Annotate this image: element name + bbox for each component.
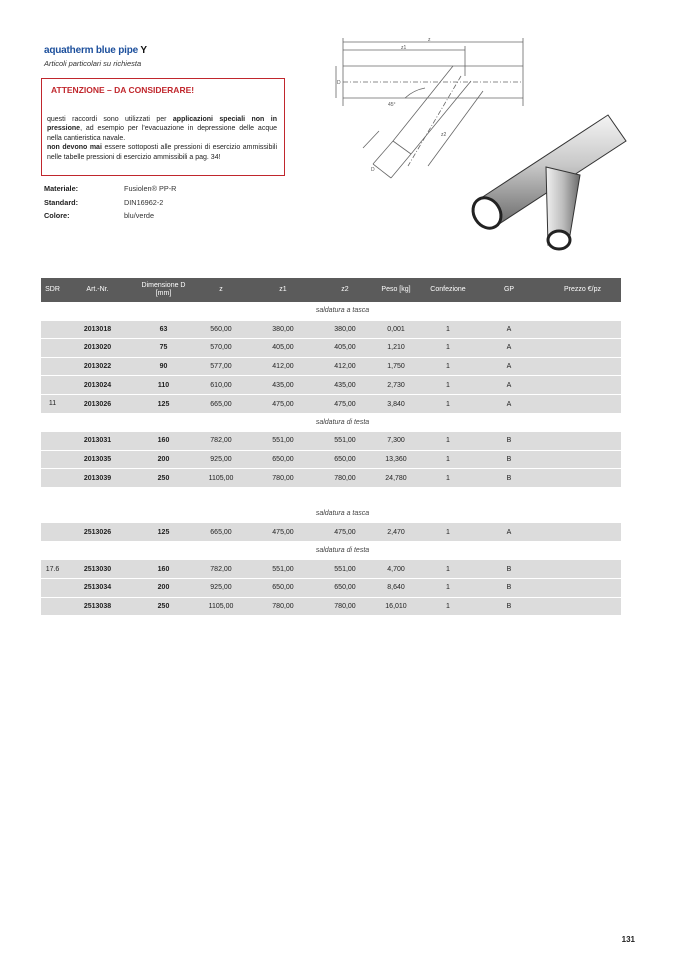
- art-nr: 2013018: [64, 320, 131, 339]
- z1-value: 405,00: [246, 339, 320, 358]
- price: [544, 357, 621, 376]
- gp: B: [474, 432, 544, 451]
- price: [544, 320, 621, 339]
- title-suffix: Y: [140, 45, 147, 56]
- z-value: 665,00: [196, 394, 246, 413]
- gp: B: [474, 578, 544, 597]
- table-row: [41, 469, 621, 487]
- price: [544, 394, 621, 413]
- table-row: [41, 450, 621, 469]
- dimension: 75: [131, 339, 196, 358]
- section-label: saldatura a tasca: [64, 505, 621, 523]
- dim-angle-label: 45°: [388, 102, 396, 108]
- section-row: [41, 541, 621, 560]
- z1-value: 551,00: [246, 560, 320, 579]
- dim-z1-label: z1: [401, 45, 407, 51]
- sdr-cell: [41, 376, 64, 395]
- z2-value: 405,00: [320, 339, 370, 358]
- table-row: [41, 597, 621, 615]
- sdr-cell: 11: [41, 394, 64, 413]
- z1-value: 650,00: [246, 578, 320, 597]
- warning-bold-1: applicazioni speciali non in pressione: [47, 116, 277, 133]
- weight: 1,210: [370, 339, 422, 358]
- z2-value: 650,00: [320, 578, 370, 597]
- z-value: 925,00: [196, 450, 246, 469]
- z2-value: 551,00: [320, 560, 370, 579]
- sdr-cell: [41, 320, 64, 339]
- art-nr: 2513034: [64, 578, 131, 597]
- weight: 24,780: [370, 469, 422, 487]
- header-z2: z2: [320, 278, 370, 302]
- section-label: saldatura a tasca: [64, 302, 621, 320]
- header-prezzo: Prezzo €/pz: [544, 278, 621, 302]
- property-value: DIN16962-2: [124, 197, 164, 207]
- table-row: [41, 394, 621, 413]
- dimension: 250: [131, 597, 196, 615]
- weight: 2,730: [370, 376, 422, 395]
- property-row: [44, 209, 176, 223]
- table-row: [41, 432, 621, 451]
- page-title: [44, 45, 147, 56]
- table-row: [41, 560, 621, 579]
- package: 1: [422, 560, 474, 579]
- package: 1: [422, 320, 474, 339]
- gp: B: [474, 560, 544, 579]
- z1-value: 380,00: [246, 320, 320, 339]
- warning-text-2: , ad esempio per l'evacuazione in depressione delle acque nella cantieristica navale.: [47, 125, 277, 142]
- z1-value: 412,00: [246, 357, 320, 376]
- price: [544, 523, 621, 542]
- z-value: 665,00: [196, 523, 246, 542]
- z2-value: 650,00: [320, 450, 370, 469]
- gp: A: [474, 339, 544, 358]
- dimension: 110: [131, 376, 196, 395]
- dimension: 160: [131, 560, 196, 579]
- package: 1: [422, 432, 474, 451]
- dimension: 200: [131, 578, 196, 597]
- package: 1: [422, 339, 474, 358]
- header-peso: Peso [kg]: [370, 278, 422, 302]
- package: 1: [422, 523, 474, 542]
- sdr-cell: [41, 597, 64, 615]
- dimension: 90: [131, 357, 196, 376]
- header-z: z: [196, 278, 246, 302]
- sdr-cell: [41, 432, 64, 451]
- warning-heading: ATTENZIONE – DA CONSIDERARE!: [51, 85, 195, 95]
- dimension: 125: [131, 394, 196, 413]
- price: [544, 376, 621, 395]
- property-value: blu/verde: [124, 211, 155, 220]
- gp: B: [474, 597, 544, 615]
- warning-box: [41, 78, 285, 176]
- table-header-row: [41, 278, 621, 302]
- weight: 8,640: [370, 578, 422, 597]
- art-nr: 2013022: [64, 357, 131, 376]
- weight: 4,700: [370, 560, 422, 579]
- property-label: Materiale:: [44, 184, 79, 193]
- z-value: 782,00: [196, 432, 246, 451]
- spacer-row: [41, 487, 621, 505]
- sdr-cell: [41, 541, 64, 560]
- z-value: 782,00: [196, 560, 246, 579]
- header-sdr: SDR: [41, 278, 64, 302]
- title-text: aquatherm blue pipe: [44, 45, 138, 56]
- z2-value: 435,00: [320, 376, 370, 395]
- z1-value: 780,00: [246, 469, 320, 487]
- table-row: [41, 320, 621, 339]
- weight: 16,010: [370, 597, 422, 615]
- z2-value: 551,00: [320, 432, 370, 451]
- table-row: [41, 357, 621, 376]
- gp: A: [474, 320, 544, 339]
- price: [544, 432, 621, 451]
- gp: A: [474, 523, 544, 542]
- dim-d-label: D: [337, 80, 341, 86]
- properties-list: [44, 182, 176, 223]
- property-value: Fusiolen® PP-R: [124, 184, 177, 193]
- weight: 7,300: [370, 432, 422, 451]
- package: 1: [422, 450, 474, 469]
- package: 1: [422, 376, 474, 395]
- package: 1: [422, 394, 474, 413]
- price: [544, 339, 621, 358]
- weight: 13,360: [370, 450, 422, 469]
- z-value: 925,00: [196, 578, 246, 597]
- z-value: 570,00: [196, 339, 246, 358]
- table-row: [41, 578, 621, 597]
- art-nr: 2513038: [64, 597, 131, 615]
- gp: B: [474, 469, 544, 487]
- price: [544, 578, 621, 597]
- dimension: 63: [131, 320, 196, 339]
- package: 1: [422, 469, 474, 487]
- art-nr: 2013024: [64, 376, 131, 395]
- property-row: [44, 182, 176, 196]
- z2-value: 475,00: [320, 523, 370, 542]
- gp: B: [474, 450, 544, 469]
- z-value: 610,00: [196, 376, 246, 395]
- package: 1: [422, 357, 474, 376]
- section-label: saldatura di testa: [64, 413, 621, 432]
- z-value: 577,00: [196, 357, 246, 376]
- warning-text: [47, 115, 277, 162]
- art-nr: 2513030: [64, 560, 131, 579]
- z1-value: 650,00: [246, 450, 320, 469]
- art-nr: 2013031: [64, 432, 131, 451]
- art-nr: 2013026: [64, 394, 131, 413]
- art-nr: 2013035: [64, 450, 131, 469]
- z2-value: 780,00: [320, 597, 370, 615]
- z2-value: 412,00: [320, 357, 370, 376]
- sdr-cell: [41, 469, 64, 487]
- z-value: 560,00: [196, 320, 246, 339]
- dimension: 250: [131, 469, 196, 487]
- z2-value: 780,00: [320, 469, 370, 487]
- sdr-cell: [41, 357, 64, 376]
- dimension: 125: [131, 523, 196, 542]
- header-dim: Dimensione D [mm]: [131, 278, 196, 302]
- z-value: 1105,00: [196, 469, 246, 487]
- weight: 3,840: [370, 394, 422, 413]
- price: [544, 469, 621, 487]
- header-gp: GP: [474, 278, 544, 302]
- price: [544, 597, 621, 615]
- sdr-cell: [41, 578, 64, 597]
- header-art: Art.-Nr.: [64, 278, 131, 302]
- property-label: Standard:: [44, 197, 79, 207]
- section-row: [41, 505, 621, 523]
- art-nr: 2513026: [64, 523, 131, 542]
- z1-value: 475,00: [246, 394, 320, 413]
- page-number: 131: [621, 935, 635, 944]
- weight: 2,470: [370, 523, 422, 542]
- z1-value: 435,00: [246, 376, 320, 395]
- section-row: [41, 302, 621, 320]
- property-row: [44, 196, 176, 210]
- section-label: saldatura di testa: [64, 541, 621, 560]
- product-image: [458, 105, 633, 255]
- z2-value: 475,00: [320, 394, 370, 413]
- package: 1: [422, 578, 474, 597]
- z1-value: 551,00: [246, 432, 320, 451]
- product-table: [41, 278, 621, 615]
- price: [544, 450, 621, 469]
- section-row: [41, 413, 621, 432]
- weight: 1,750: [370, 357, 422, 376]
- dim-d2-label: D: [371, 167, 375, 173]
- page-subtitle: Articoli particolari su richiesta: [44, 59, 142, 68]
- z-value: 1105,00: [196, 597, 246, 615]
- dim-z2-label: z2: [441, 132, 447, 138]
- dim-z-label: z: [428, 37, 431, 43]
- dimension: 160: [131, 432, 196, 451]
- dimension: 200: [131, 450, 196, 469]
- table-row: [41, 523, 621, 542]
- art-nr: 2013039: [64, 469, 131, 487]
- package: 1: [422, 597, 474, 615]
- warning-text-3: essere sottoposti alle pressioni di esercizio ammissibili nelle tabelle pressioni di esercizio ammissibili a pag. 34!: [47, 144, 277, 161]
- z1-value: 475,00: [246, 523, 320, 542]
- art-nr: 2013020: [64, 339, 131, 358]
- price: [544, 560, 621, 579]
- sdr-cell: [41, 450, 64, 469]
- sdr-cell: [41, 523, 64, 542]
- weight: 0,001: [370, 320, 422, 339]
- table-row: [41, 339, 621, 358]
- sdr-cell: [41, 413, 64, 432]
- warning-bold-2: non devono mai: [47, 144, 102, 152]
- property-label: Colore:: [44, 211, 70, 220]
- spacer-cell: [41, 302, 64, 320]
- spacer-cell: [41, 487, 621, 505]
- gp: A: [474, 376, 544, 395]
- table-row: [41, 376, 621, 395]
- header-z1: z1: [246, 278, 320, 302]
- gp: A: [474, 394, 544, 413]
- header-confezione: Confezione: [422, 278, 474, 302]
- gp: A: [474, 357, 544, 376]
- sdr-cell: 17.6: [41, 560, 64, 579]
- warning-text-1: questi raccordi sono utilizzati per: [47, 116, 173, 123]
- z1-value: 780,00: [246, 597, 320, 615]
- spacer-cell: [41, 505, 64, 523]
- z2-value: 380,00: [320, 320, 370, 339]
- sdr-cell: [41, 339, 64, 358]
